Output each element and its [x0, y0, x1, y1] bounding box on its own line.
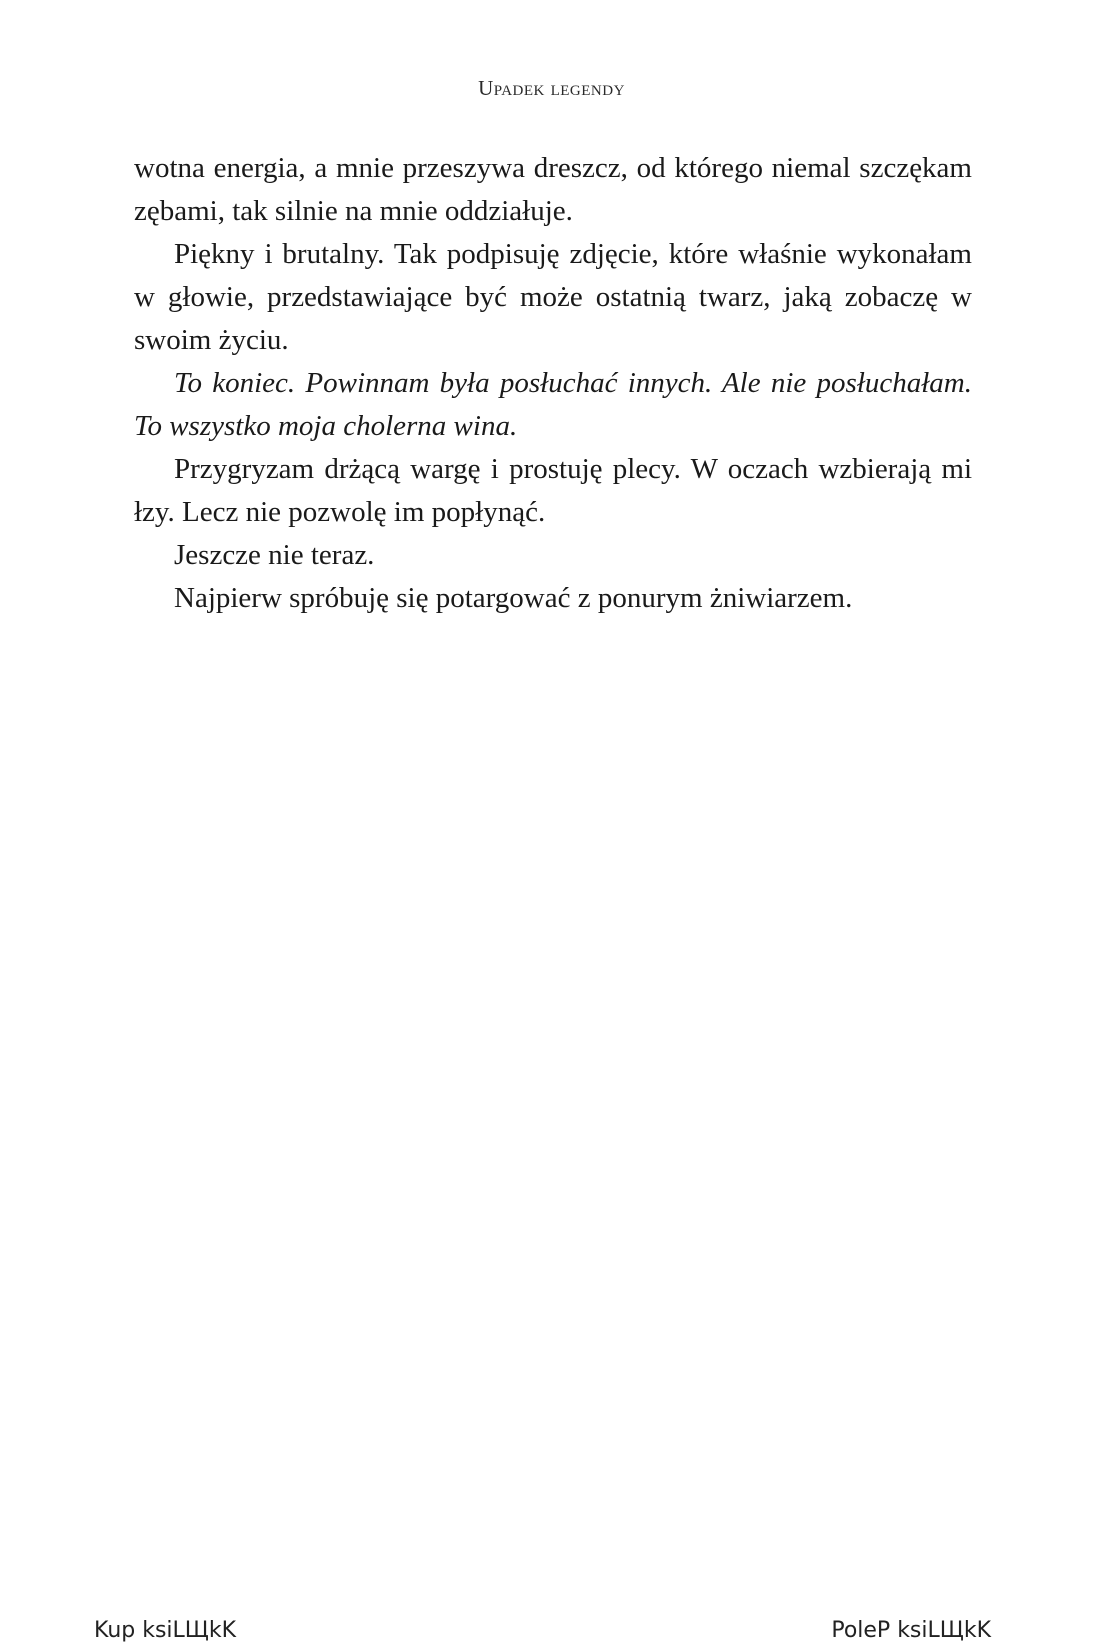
paragraph-1: wotna energia, a mnie przeszywa dreszcz, od którego niemal szczękam zębami, tak silnie na mnie oddziałuje.	[134, 152, 972, 227]
recommend-book-link[interactable]: PoleP ksiLЩkK	[831, 1618, 991, 1643]
paragraph-2: Piękny i brutalny. Tak podpisuję zdjęcie, które właśnie wykonałam w głowie, przedstawiające być może ostatnią twarz, jaką zobaczę w swoim życiu.	[134, 238, 972, 356]
paragraph-5: Jeszcze nie teraz.	[174, 539, 375, 571]
paragraph-4: Przygryzam drżącą wargę i prostuję plecy. W oczach wzbierają mi łzy. Lecz nie pozwolę im popłynąć.	[134, 453, 972, 528]
buy-book-link[interactable]: Kup ksiLЩkK	[94, 1618, 237, 1643]
running-header-rest: padek legendy	[493, 76, 625, 100]
running-header-initial: U	[478, 76, 494, 100]
main-text	[134, 147, 972, 620]
paragraph-3-italic-thought: To koniec. Powinnam była posłuchać innych. Ale nie posłuchałam. To wszystko moja cholerna wina.	[134, 367, 972, 442]
paragraph-6: Najpierw spróbuję się potargować z ponurym żniwiarzem.	[174, 582, 853, 614]
running-header	[0, 76, 1103, 101]
